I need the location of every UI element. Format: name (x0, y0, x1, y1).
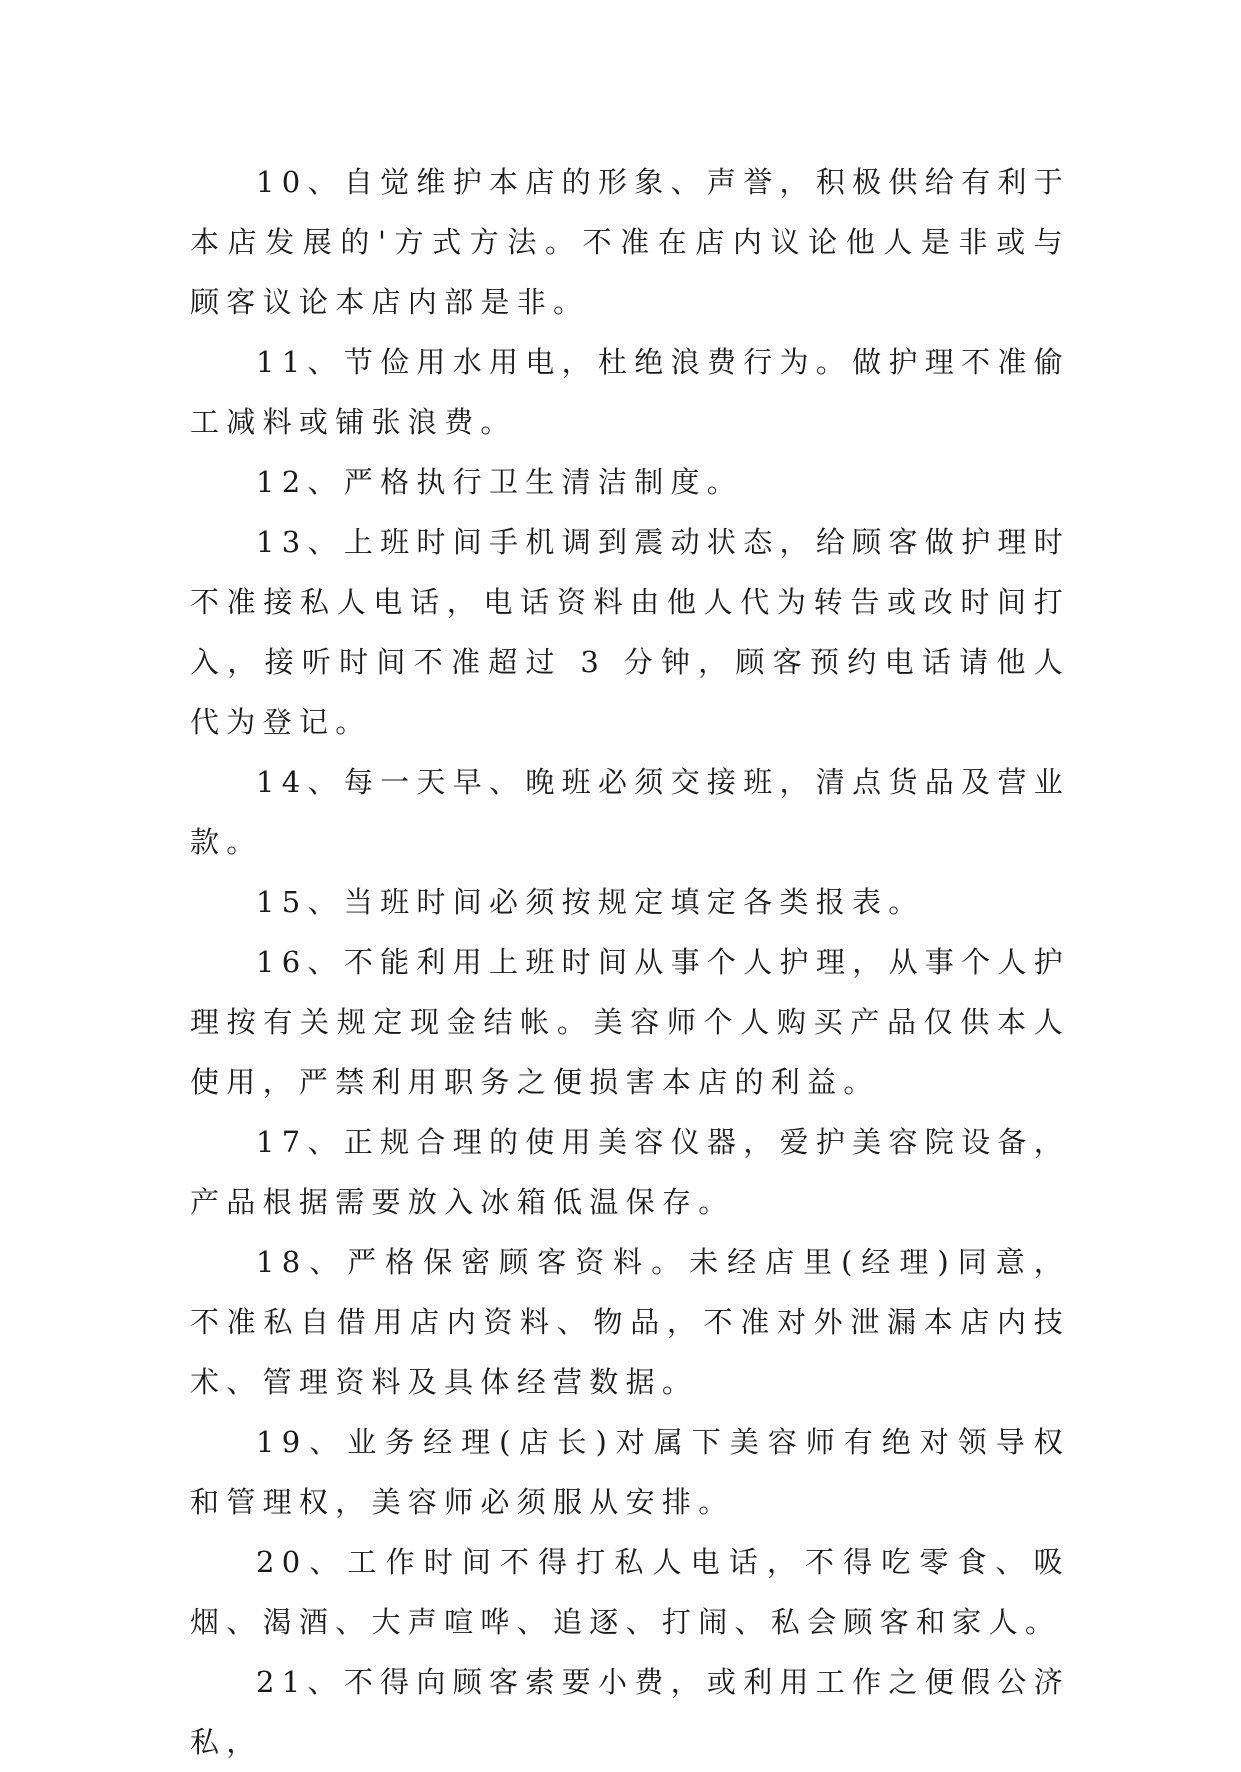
rule-paragraph-20: 20、工作时间不得打私人电话，不得吃零食、吸烟、渴酒、大声喧哗、追逐、打闹、私会顾客和家人。 (190, 1545, 1070, 1639)
rule-paragraph-19: 19、业务经理(店长)对属下美容师有绝对领导权和管理权，美容师必须服从安排。 (190, 1425, 1070, 1519)
rule-paragraph-10: 10、自觉维护本店的形象、声誉，积极供给有利于本店发展的'方式方法。不准在店内议论他人是非或与顾客议论本店内部是非。 (190, 165, 1070, 319)
document-body (190, 152, 1070, 1772)
rule-paragraph-21: 21、不得向顾客索要小费，或利用工作之便假公济私， (190, 1665, 1070, 1759)
rule-paragraph-12: 12、严格执行卫生清洁制度。 (256, 465, 744, 499)
rule-paragraph-14: 14、每一天早、晚班必须交接班，清点货品及营业款。 (190, 765, 1070, 859)
rule-paragraph-16: 16、不能利用上班时间从事个人护理，从事个人护理按有关规定现金结帐。美容师个人购买产品仅供本人使用，严禁利用职务之便损害本店的利益。 (190, 945, 1070, 1099)
rule-paragraph-15: 15、当班时间必须按规定填定各类报表。 (256, 885, 925, 919)
rule-paragraph-11: 11、节俭用水用电，杜绝浪费行为。做护理不准偷工减料或铺张浪费。 (190, 345, 1070, 439)
rule-paragraph-13: 13、上班时间手机调到震动状态，给顾客做护理时不准接私人电话，电话资料由他人代为转告或改时间打入，接听时间不准超过 3 分钟，顾客预约电话请他人代为登记。 (190, 525, 1070, 739)
rule-paragraph-18: 18、严格保密顾客资料。未经店里(经理)同意，不准私自借用店内资料、物品，不准对外泄漏本店内技术、管理资料及具体经营数据。 (190, 1245, 1070, 1399)
rule-paragraph-17: 17、正规合理的使用美容仪器，爱护美容院设备，产品根据需要放入冰箱低温保存。 (190, 1125, 1070, 1219)
